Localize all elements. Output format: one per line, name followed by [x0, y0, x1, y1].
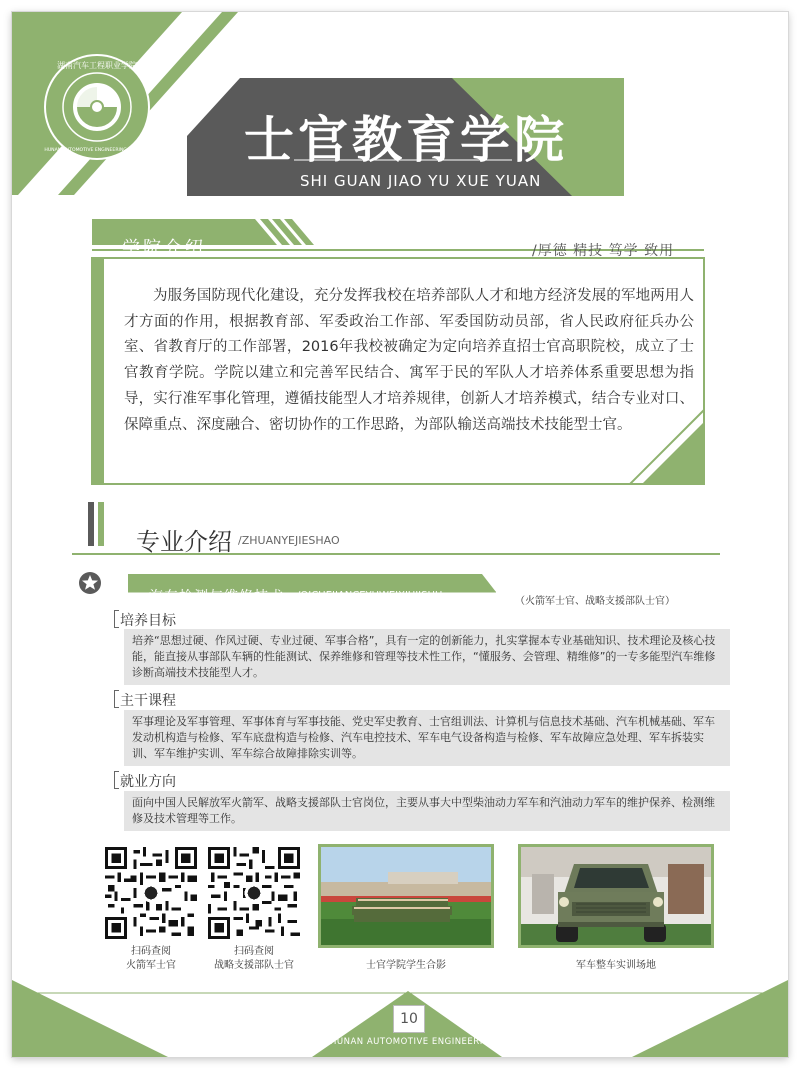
- section-label-majors: 专业介绍: [136, 528, 232, 556]
- qr-code-strategic-support[interactable]: [208, 847, 300, 939]
- section-label-majors-pinyin: /ZHUANYEJIESHAO: [238, 534, 340, 547]
- svg-text:湖南汽车工程职业学院: 湖南汽车工程职业学院: [57, 61, 137, 70]
- photo-group: [318, 844, 494, 948]
- college-logo: [42, 52, 152, 162]
- photo-vehicle-caption: 军车整车实训场地: [576, 960, 656, 971]
- svg-text:HUNAN AUTOMOTIVE ENGINEERING C: HUNAN AUTOMOTIVE ENGINEERING COLLEGE: [44, 148, 150, 153]
- section-title-jobs: 就业方向: [120, 771, 176, 791]
- photo-vehicle: [518, 844, 714, 948]
- section-text-jobs: 面向中国人民解放军火箭军、战略支援部队士官岗位，主要从事大中型柴油动力军车和汽油动力军车的维护保养、检测维修及技术管理等工作。: [124, 791, 730, 831]
- section-title-goals: 培养目标: [120, 610, 176, 630]
- section-text-courses: 军事理论及军事管理、军事体育与军事技能、党史军史教育、士官组训法、计算机与信息技术基础、汽车机械基础、军车发动机构造与检修、军车底盘构造与检修、汽车电控技术、军车电气设备构造与检修、军车故障应急处理、军车拆装实训、军车维护实训、军车综合故障排除实训等。: [124, 710, 730, 766]
- qr-caption-rocket-force: 扫码查阅 火箭军士官: [126, 946, 176, 971]
- section-title-courses: 主干课程: [120, 690, 176, 710]
- qr-caption-strategic-support: 扫码查阅 战略支援部队士官: [214, 946, 294, 971]
- specialty-name: 汽车检测与维修技术: [149, 589, 284, 605]
- qr-code-rocket-force[interactable]: [105, 847, 197, 939]
- page-number: 10: [393, 1005, 425, 1033]
- intro-paragraph: 为服务国防现代化建设，充分发挥我校在培养部队人才和地方经济发展的军地两用人才方面的作用，根据教育部、军委政治工作部、军委国防动员部，省人民政府征兵办公室、省教育厅的工作部署，2016年我校被确定为定向培养直招士官高职院校，成立了士官教育学院。学院以建立和完善军民结合、寓军于民的军队人才培养体系重要思想为指导，实行准军事化管理，遵循技能型人才培养规律，创新人才培养模式，结合专业对口、保障重点、深度融合、密切协作的工作思路，为部队输送高端技术技能型士官。: [124, 288, 694, 433]
- specialty-note: （火箭军士官、战略支援部队士官）: [515, 596, 675, 607]
- star-icon: [78, 571, 102, 595]
- footer-college-name: HUNAN AUTOMOTIVE ENGINEERING COLLEGE: [330, 1037, 543, 1047]
- photo-group-caption: 士官学院学生合影: [366, 960, 446, 971]
- page-title: 士官教育学院: [244, 111, 568, 169]
- page-title-pinyin: SHI GUAN JIAO YU XUE YUAN: [300, 172, 542, 190]
- motto: /厚德 精技 笃学 致用: [532, 243, 675, 259]
- specialty-name-pinyin: /QICHEJIANCEYUWEIXIUJISHU: [297, 590, 443, 601]
- brochure-page: [12, 12, 788, 1057]
- section-label-intro: 学院介绍: [122, 238, 206, 259]
- section-text-goals: 培养“思想过硬、作风过硬、专业过硬、军事合格”，具有一定的创新能力，扎实掌握本专业基础知识、技术理论及核心技能，能直接从事部队车辆的性能测试、保养维修和管理等技术性工作，“懂服务、会管理、精维修”的一专多能型汽车维修诊断高端技术技能型人才。: [124, 629, 730, 685]
